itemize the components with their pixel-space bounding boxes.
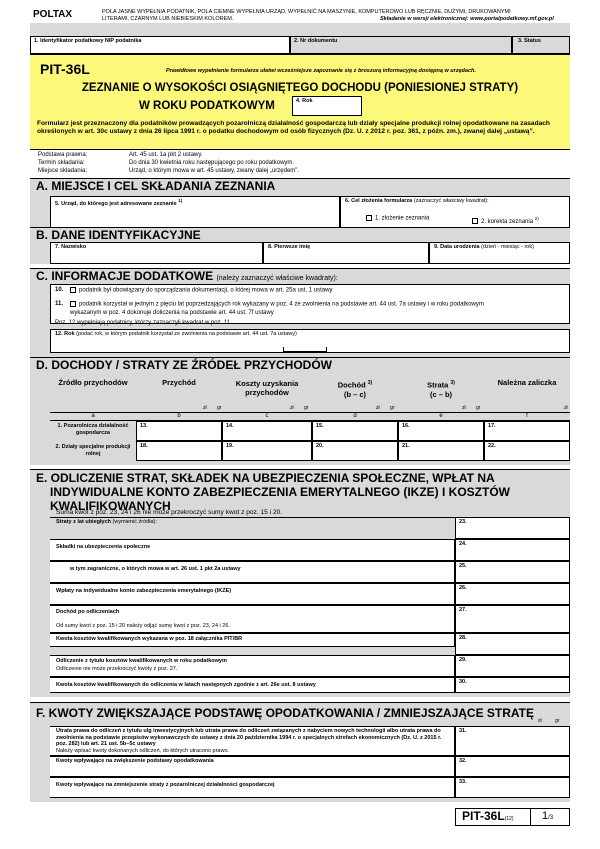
field-18-num: 18. (140, 443, 148, 449)
field-23[interactable] (455, 517, 570, 539)
letter-b: b (177, 413, 181, 419)
status-label: 3. Status (518, 38, 541, 44)
deadline-label: Termin składania: (38, 160, 85, 166)
field-13[interactable] (136, 421, 222, 441)
info-10-number: 10. (55, 287, 64, 293)
row-2-label: 2. Działy specjalne produkcji rolnej (55, 444, 131, 457)
field-32-num: 32. (459, 758, 467, 764)
place-value: Urząd, o którym mowa w art. 45 ustawy, zwany dalej „urzędem”. (129, 168, 299, 174)
section-e-sub: Suma kwot z poz. 23, 24 i 26 nie może przekroczyć sumy kwot z poz. 15 i 20. (56, 509, 283, 516)
purpose-option-2[interactable]: 2. korekta zeznania $^{2)}$ (472, 215, 539, 226)
field-15-num: 15. (316, 423, 324, 429)
field-29[interactable] (455, 655, 570, 677)
field-32[interactable] (455, 756, 570, 777)
field-27[interactable] (455, 605, 570, 633)
col-d-gr: gr (390, 405, 395, 411)
form-description: Formularz jest przeznaczony dla podatników prowadzących pozarolniczą działalność gospodarczą lub działy specjalne produkcji rolnej opodatkowane na zasadach określonych w art. 30c ustawy z dnia 26 lipca 1991 r. o podatku dochodowym od osób fizycznych (Dz. U. z 2012 r. poz. 361, z późn. zm.), zwanej dalej „ustawą”. (37, 120, 550, 135)
row-32-label: Kwoty wpływające na zwiększenie podstawy opodatkowania (56, 758, 214, 764)
col-b-header: Przychód (162, 378, 196, 387)
title-line-1: ZEZNANIE O WYSOKOŚCI OSIĄGNIĘTEGO DOCHODU (PONIESIONEJ STRATY) (81, 82, 519, 94)
info-12-label: 12. Rok (podać rok, w którym podatnik korzystał ze zwolnienia na podstawie art. 44 ust. 7a ustawy) (55, 331, 297, 337)
field-21[interactable] (398, 441, 484, 461)
info-10[interactable]: podatnik był obowiązany do sporządzania dokumentacji, o której mowa w art. 25a ust. 1 ustawy (70, 287, 332, 295)
field-14-num: 14. (226, 423, 234, 429)
row-26-label: Wpłaty na indywidualne konto zabezpieczenia emerytalnego (IKZE) (56, 588, 232, 594)
row-31-note: Należy wpisać kwoty dokonanych odliczeń, do których utracono prawo. (56, 748, 230, 754)
info-11-number: 11. (55, 301, 64, 307)
letter-e: e (439, 413, 443, 419)
birth-date-label: 9. Data urodzenia (dzień - miesiąc - rok) (434, 244, 534, 250)
section-e-rows (50, 517, 570, 693)
field-28-num: 28. (459, 635, 467, 641)
row-27-label: Dochód po odliczeniach (56, 609, 120, 615)
col-f-header: Należna zaliczka (497, 378, 557, 387)
field-20[interactable] (312, 441, 398, 461)
place-label: Miejsce składania: (38, 168, 88, 174)
col-b-gr: gr (217, 405, 222, 411)
footer-form-code: PIT-36L(12) (462, 809, 514, 823)
deadline-value: Do dnia 30 kwietnia roku następującego po roku podatkowym. (129, 160, 295, 166)
col-c-header: Koszty uzyskania przychodów (235, 379, 299, 397)
col-a-header: Źródło przychodów (58, 378, 128, 387)
col-d-zl: zł (376, 405, 380, 411)
legal-basis-label: Podstawa prawna: (38, 152, 88, 158)
section-e-title-1: E. ODLICZENIE STRAT, SKŁADEK NA UBEZPIECZENIA SPOŁECZNE, WPŁAT NA (36, 471, 495, 485)
first-name-label: 8. Pierwsze imię (268, 244, 311, 250)
section-f-zl: zł (538, 718, 542, 724)
letter-a: a (91, 413, 95, 419)
header-instructions-1: POLA JASNE WYPEŁNIA PODATNIK, POLA CIEMNE WYPEŁNIA URZĄD. WYPEŁNIĆ NA MASZYNIE, KOMPUTEROWO LUB RĘCZNIE, DUŻYMI, DRUKOWANYMI (102, 9, 511, 15)
section-a-title: A. MIEJSCE I CEL SKŁADANIA ZEZNANIA (36, 179, 276, 193)
footer-page-number: 1/3 (542, 810, 554, 822)
field-27-num: 27. (459, 607, 467, 613)
info-12-note: Poz. 12 wypełniają podatnicy, którzy zaznaczyli kwadrat w poz. 11. (55, 320, 232, 326)
field-28[interactable] (455, 633, 570, 655)
row-24-label: Składki na ubezpieczenia społeczne (56, 544, 151, 550)
section-d-title: D. DOCHODY / STRATY ZE ŹRÓDEŁ PRZYCHODÓW (36, 358, 333, 372)
option-1-checkbox[interactable] (366, 215, 372, 221)
field-31-num: 31. (459, 728, 467, 734)
field-17[interactable] (484, 421, 570, 441)
title-hint: Prawidłowe wypełnienie formularza ułatwi wcześniejsze zapoznanie się z broszurą informacyjną dostępną w urzędach. (166, 68, 476, 74)
info-10-checkbox[interactable] (70, 287, 76, 293)
tax-office-label: 5. Urząd, do którego jest adresowane zeznanie $^{1)}$ (55, 198, 183, 207)
row-31-label: Utrata prawa do odliczeń z tytułu ulg inwestycyjnych lub utrata prawa do odliczeń związanych z nabyciem nowych technologii albo utrata prawa do zwolnienia na podstawie przepisów wykonawczych do ustawy z dnia 20 października 1994 r. o specjalnych strefach ekonomicznych (Dz. U. z 2015 r. poz. 282) lub art. 21 ust. 5b–5c ustawy (56, 728, 442, 747)
row-28-label: Kwota kosztów kwalifikowanych wykazana w poz. 18 załącznika PIT/BR (56, 636, 243, 642)
letter-d: d (353, 413, 357, 419)
field-13-num: 13. (140, 423, 148, 429)
field-31[interactable] (455, 726, 570, 756)
field-33[interactable] (455, 777, 570, 798)
field-14[interactable] (222, 421, 312, 441)
field-29-num: 29. (459, 657, 467, 663)
header-instructions-2: LITERAMI, CZARNYM LUB NIEBIESKIM KOLOREM. (102, 16, 234, 22)
surname-label: 7. Nazwisko (55, 244, 87, 250)
col-e-zl: zł (462, 405, 466, 411)
col-d-header: Dochód $^{3)}$ (b – c) (337, 380, 373, 399)
info-11-cont: wykazanym w poz. 4 dokonuje doliczenia na podstawie art. 44 ust. 7f ustawy (70, 310, 274, 316)
letter-f: f (526, 413, 528, 419)
row-23-label: Straty z lat ubiegłych (wymienić źródła): (56, 519, 157, 525)
section-f-title: F. KWOTY ZWIĘKSZAJĄCE PODSTAWĘ OPODATKOWANIA / ZMNIEJSZAJĄCE STRATĘ (36, 706, 535, 720)
field-24-num: 24. (459, 541, 467, 547)
section-e-title-2: INDYWIDUALNE KONTO ZABEZPIECZENIA EMERYTALNEGO (IKZE) I KOSZTÓW (50, 485, 510, 499)
title-line-2: W ROKU PODATKOWYM (139, 100, 275, 112)
field-17-num: 17. (488, 423, 496, 429)
col-c-gr: gr (304, 405, 309, 411)
field-16[interactable] (398, 421, 484, 441)
row-1-label: 1. Pozarolnicza działalność gospodarcza (57, 423, 129, 436)
field-25[interactable] (455, 561, 570, 583)
field-15[interactable] (312, 421, 398, 441)
field-19[interactable] (222, 441, 312, 461)
option-2-checkbox[interactable] (472, 218, 478, 224)
row-29-note: Odliczenie nie może przekroczyć kwoty z poz. 27. (56, 666, 178, 672)
row-27-note: Od sumy kwot z poz. 15 i 20 należy odjąć sumę kwot z poz. 23, 24 i 26. (56, 623, 230, 629)
field-25-num: 25. (459, 563, 467, 569)
row-33-label: Kwoty wpływające na zmniejszenie straty z pozarolniczej działalności gospodarczej (56, 782, 275, 788)
electronic-filing-note: Składanie w wersji elektronicznej: www.portalpodatkowy.mf.gov.pl (380, 16, 554, 22)
field-26[interactable] (455, 583, 570, 605)
section-f-rows (50, 726, 570, 798)
info-11-checkbox[interactable] (70, 301, 76, 307)
field-26-num: 26. (459, 585, 467, 591)
field-20-num: 20. (316, 443, 324, 449)
form-code: PIT-36L (40, 61, 90, 77)
col-e-gr: gr (476, 405, 481, 411)
field-16-num: 16. (402, 423, 410, 429)
row-25-label: w tym zagraniczne, o których mowa w art. 26 ust. 1 pkt 2a ustawy (70, 566, 241, 572)
field-30-num: 30. (459, 679, 467, 685)
income-table (50, 372, 570, 462)
document-number-label: 2. Nr dokumentu (294, 38, 338, 44)
footer-divider (530, 808, 531, 826)
row-30-label: Kwota kosztów kwalifikowanych do odliczenia w latach następnych zgodnie z art. 26e ust. 8 ustawy (56, 682, 316, 688)
field-21-num: 21. (402, 443, 410, 449)
field-33-num: 33. (459, 779, 467, 785)
year-field-label: 4. Rok (296, 98, 313, 104)
field-22-num: 22. (488, 443, 496, 449)
legal-basis-value: Art. 45 ust. 1a pkt 2 ustawy. (129, 152, 203, 158)
info-11[interactable]: podatnik korzystał w jednym z pięciu lat poprzedzających rok wykazany w poz. 4 ze zwolnienia na podstawie art. 44 ust. 7a ustawy i w roku podatkowym (70, 301, 484, 309)
purpose-option-1[interactable]: 1. złożenie zeznania (366, 215, 429, 223)
section-b-title: B. DANE IDENTYFIKACYJNE (36, 228, 201, 242)
section-e-title-3: KWALIFIKOWANYCH (50, 499, 171, 513)
nip-field-label: 1. Identyfikator podatkowy NIP podatnika (34, 38, 142, 44)
year-tick-marks (283, 347, 327, 352)
letter-c: c (265, 413, 269, 419)
poltax-label: POLTAX (33, 9, 73, 20)
field-22[interactable] (484, 441, 570, 461)
field-24[interactable] (455, 539, 570, 561)
field-18[interactable] (136, 441, 222, 461)
col-e-header: Strata $^{3)}$ (c – b) (427, 380, 455, 399)
field-23-num: 23. (459, 519, 467, 525)
section-f-gr: gr (555, 718, 560, 724)
col-f-zl: zł (564, 405, 568, 411)
purpose-label: 6. Cel złożenia formularza (zaznaczyć właściwy kwadrat): (345, 198, 489, 204)
col-b-zl: zł (203, 405, 207, 411)
section-c-title: C. INFORMACJE DODATKOWE (należy zaznaczyć właściwe kwadraty): (36, 269, 338, 283)
col-c-zl: zł (290, 405, 294, 411)
row-29-label: Odliczenie z tytułu kosztów kwalifikowanych w roku podatkowym (56, 658, 227, 664)
field-30[interactable] (455, 677, 570, 693)
field-19-num: 19. (226, 443, 234, 449)
